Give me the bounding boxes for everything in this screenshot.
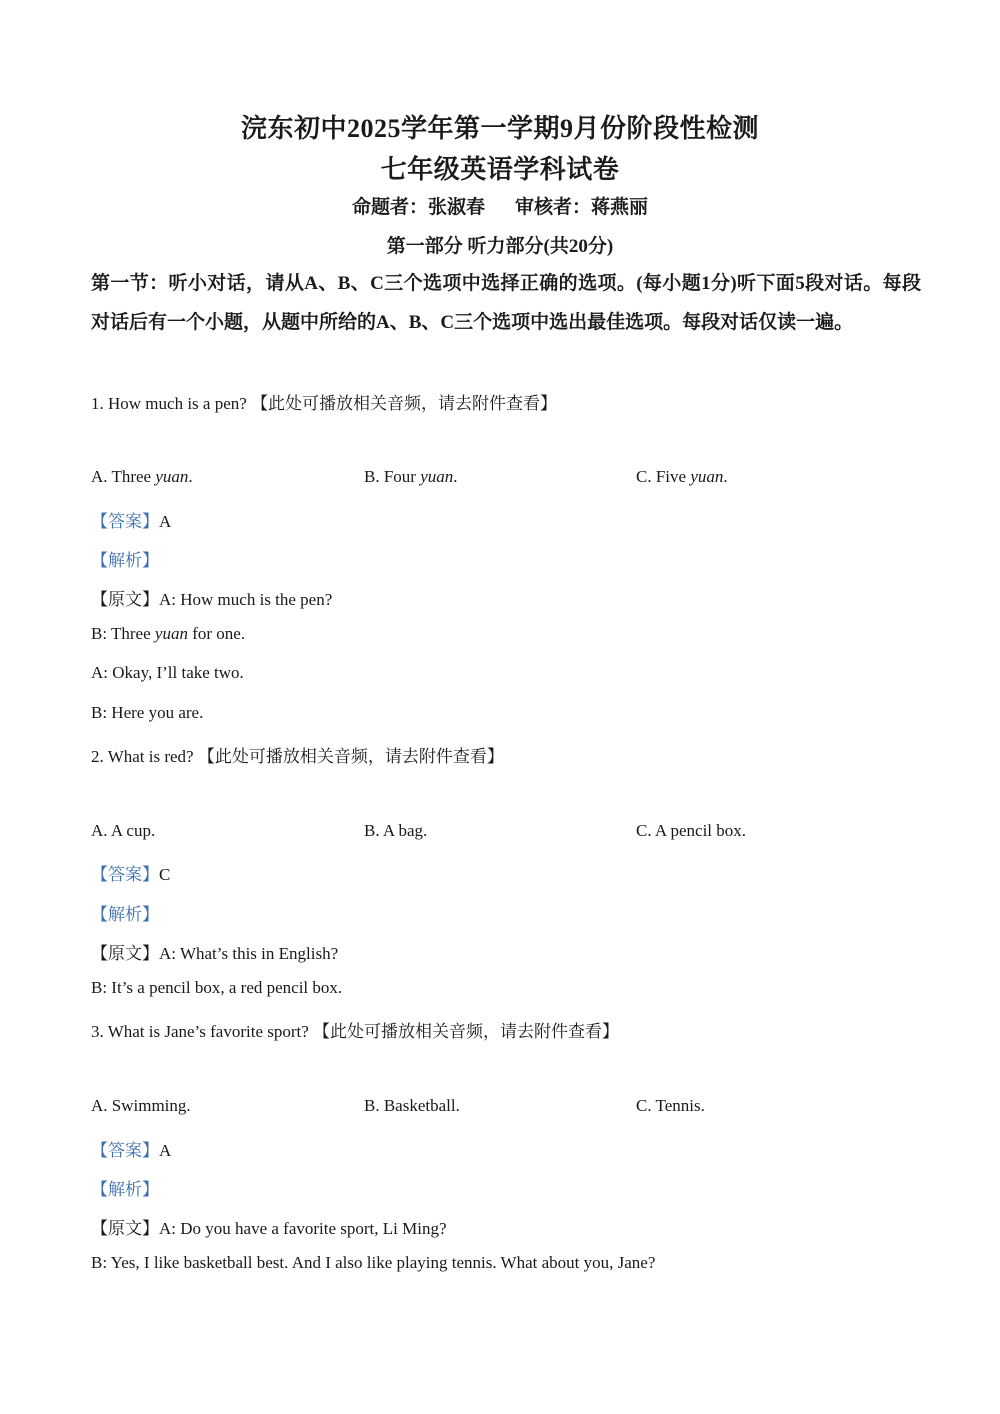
question-3-option-c: C. Tennis.	[636, 1096, 705, 1115]
original-label: 【原文】	[91, 944, 159, 963]
audio-note: 【此处可播放相关音频，请去附件查看】	[251, 394, 558, 413]
question-2-stem	[91, 742, 504, 767]
section-instructions: 第一节：听小对话，请从A、B、C三个选项中选择正确的选项。(每小题1分)听下面5段对话。每段对话后有一个小题，从题中所给的A、B、C三个选项中选出最佳选项。每段对话仅读一遍。	[91, 273, 921, 333]
analysis-label: 【解析】	[91, 551, 159, 570]
question-stem: 2. What is red?	[91, 747, 194, 766]
original-label: 【原文】	[91, 590, 159, 609]
reviewer: 审核者：蒋燕丽	[515, 197, 649, 218]
question-3-option-a: A. Swimming.	[91, 1096, 191, 1115]
question-2-option-a: A. A cup.	[91, 821, 156, 840]
answer-value: A	[159, 512, 172, 531]
authors-line	[0, 192, 1000, 219]
question-stem: 3. What is Jane’s favorite sport?	[91, 1022, 309, 1041]
question-1-option-b: B. Four yuan.	[364, 467, 458, 486]
question-2-analysis	[91, 900, 159, 925]
question-2-option-b: B. A bag.	[364, 821, 428, 840]
audio-note: 【此处可播放相关音频，请去附件查看】	[197, 747, 504, 766]
answer-label: 【答案】	[91, 865, 159, 884]
answer-value: A	[159, 1141, 172, 1160]
exam-title: 浣东初中2025学年第一学期9月份阶段性检测	[240, 114, 759, 143]
question-1-transcript-line: A: Okay, I’ll take two.	[91, 663, 244, 682]
question-1-answer	[91, 507, 171, 532]
part-heading: 第一部分 听力部分(共20分)	[386, 236, 614, 257]
original-label: 【原文】	[91, 1219, 159, 1238]
question-1-stem	[91, 389, 557, 414]
answer-label: 【答案】	[91, 1141, 159, 1160]
question-1-option-a: A. Three yuan.	[91, 467, 193, 486]
exam-subtitle: 七年级英语学科试卷	[380, 155, 620, 184]
question-3-answer	[91, 1136, 171, 1161]
question-2-transcript-line: 【原文】A: What’s this in English?	[91, 944, 339, 963]
question-2-transcript-line: B: It’s a pencil box, a red pencil box.	[91, 978, 343, 997]
audio-note: 【此处可播放相关音频，请去附件查看】	[313, 1022, 620, 1041]
question-2-answer	[91, 860, 170, 885]
question-3-transcript-line: 【原文】A: Do you have a favorite sport, Li Ming?	[91, 1219, 447, 1238]
question-3-option-b: B. Basketball.	[364, 1096, 460, 1115]
answer-value: C	[159, 865, 171, 884]
question-1-analysis	[91, 546, 159, 571]
analysis-label: 【解析】	[91, 1180, 159, 1199]
analysis-label: 【解析】	[91, 905, 159, 924]
question-stem: 1. How much is a pen?	[91, 394, 247, 413]
question-1-option-c: C. Five yuan.	[636, 467, 728, 486]
question-2-option-c: C. A pencil box.	[636, 821, 747, 840]
question-1-transcript-line: 【原文】A: How much is the pen?	[91, 590, 333, 609]
question-3-analysis	[91, 1175, 159, 1200]
author: 命题者：张淑春	[351, 197, 485, 218]
answer-label: 【答案】	[91, 512, 159, 531]
question-3-stem	[91, 1017, 619, 1042]
question-1-transcript-line: B: Three yuan for one.	[91, 624, 246, 643]
question-3-transcript-line: B: Yes, I like basketball best. And I also like playing tennis. What about you, Jane?	[91, 1253, 656, 1272]
question-1-transcript-line: B: Here you are.	[91, 703, 204, 722]
